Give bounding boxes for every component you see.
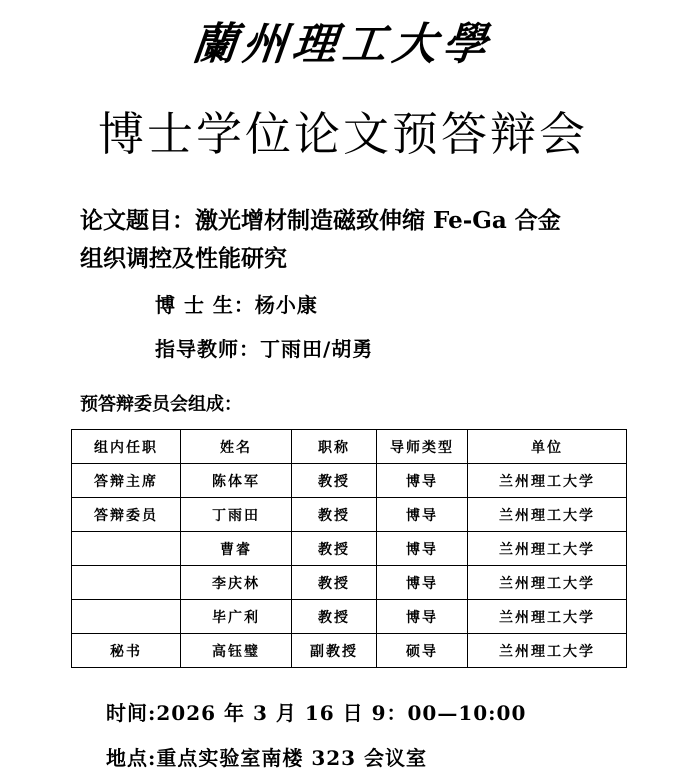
cell-rank: 教授 xyxy=(292,498,377,532)
cell-advisor-type: 博导 xyxy=(377,566,468,600)
cell-name: 曹睿 xyxy=(181,532,292,566)
column-header-role: 组内任职 xyxy=(72,430,181,464)
cell-rank: 教授 xyxy=(292,600,377,634)
cell-role xyxy=(72,600,181,634)
table-header-row xyxy=(72,430,627,464)
university-logo: 蘭州理工大學 xyxy=(189,19,496,70)
table-row xyxy=(72,634,627,668)
cell-unit: 兰州理工大学 xyxy=(468,498,627,532)
cell-rank: 教授 xyxy=(292,532,377,566)
thesis-title-line-1: 论文题目：激光增材制造磁致伸缩 Fe-Ga 合金 xyxy=(80,207,561,234)
column-header-rank: 职称 xyxy=(292,430,377,464)
cell-role xyxy=(72,532,181,566)
cell-role: 答辩主席 xyxy=(72,464,181,498)
cell-unit: 兰州理工大学 xyxy=(468,600,627,634)
cell-role: 答辩委员 xyxy=(72,498,181,532)
place-line: 地点:重点实验室南楼 323 会议室 xyxy=(106,746,428,770)
cell-name: 陈体军 xyxy=(181,464,292,498)
table-row xyxy=(72,498,627,532)
cell-unit: 兰州理工大学 xyxy=(468,634,627,668)
cell-advisor-type: 博导 xyxy=(377,464,468,498)
cell-advisor-type: 博导 xyxy=(377,532,468,566)
committee-table xyxy=(71,429,627,668)
cell-unit: 兰州理工大学 xyxy=(468,566,627,600)
student-line: 博 士 生：杨小康 xyxy=(155,293,318,317)
column-header-unit: 单位 xyxy=(468,430,627,464)
table-row xyxy=(72,600,627,634)
table-row xyxy=(72,532,627,566)
page-title: 博士学位论文预答辩会 xyxy=(98,107,588,161)
cell-name: 高钰璧 xyxy=(181,634,292,668)
cell-role: 秘书 xyxy=(72,634,181,668)
column-header-name: 姓名 xyxy=(181,430,292,464)
table-row xyxy=(72,464,627,498)
cell-advisor-type: 硕导 xyxy=(377,634,468,668)
cell-advisor-type: 博导 xyxy=(377,498,468,532)
advisor-line: 指导教师：丁雨田/胡勇 xyxy=(155,337,374,361)
time-line: 时间:2026 年 3 月 16 日 9：00—10:00 xyxy=(106,701,527,725)
cell-unit: 兰州理工大学 xyxy=(468,464,627,498)
cell-rank: 副教授 xyxy=(292,634,377,668)
cell-name: 毕广利 xyxy=(181,600,292,634)
committee-label: 预答辩委员会组成： xyxy=(80,394,242,415)
cell-name: 李庆林 xyxy=(181,566,292,600)
cell-rank: 教授 xyxy=(292,464,377,498)
cell-name: 丁雨田 xyxy=(181,498,292,532)
cell-advisor-type: 博导 xyxy=(377,600,468,634)
cell-role xyxy=(72,566,181,600)
cell-rank: 教授 xyxy=(292,566,377,600)
column-header-advisor-type: 导师类型 xyxy=(377,430,468,464)
cell-unit: 兰州理工大学 xyxy=(468,532,627,566)
thesis-title-line-2: 组织调控及性能研究 xyxy=(80,245,287,272)
table-row xyxy=(72,566,627,600)
